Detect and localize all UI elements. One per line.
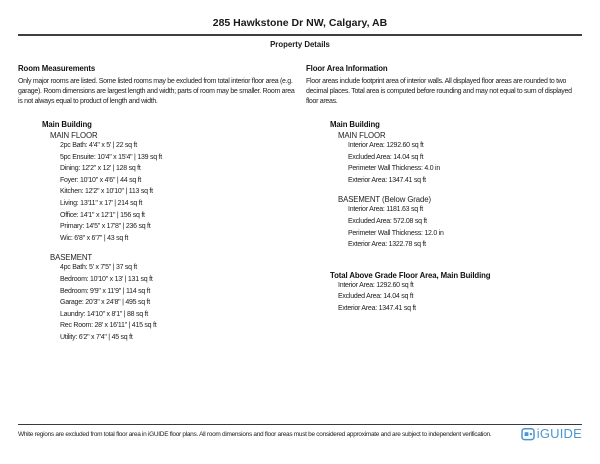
- area-stat: Exterior Area: 1322.78 sq ft: [348, 241, 426, 249]
- room-entry: Garage: 20'3" x 24'8" | 495 sq ft: [60, 299, 150, 307]
- floor-label: MAIN FLOOR: [338, 131, 386, 140]
- room-entry: Dining: 12'2" x 12' | 128 sq ft: [60, 165, 141, 173]
- room-entry: 5pc Ensuite: 10'4" x 15'4" | 139 sq ft: [60, 153, 162, 161]
- building-name: Main Building: [330, 120, 380, 129]
- page-footer: [18, 424, 582, 441]
- building-name: Main Building: [42, 120, 92, 129]
- content-columns: [0, 64, 600, 344]
- area-stat: Interior Area: 1292.60 sq ft: [348, 142, 424, 149]
- floor-area-section: [300, 64, 582, 344]
- room-entry: Wic: 6'8" x 6'7" | 43 sq ft: [60, 234, 129, 242]
- room-entry: Living: 13'11" x 17' | 214 sq ft: [60, 199, 143, 207]
- iguide-logo: [521, 427, 582, 441]
- iguide-logo-text: iGUIDE: [536, 426, 582, 441]
- area-stat: Excluded Area: 572.08 sq ft: [348, 217, 427, 225]
- floor-basement: [50, 253, 300, 343]
- room-entry: Laundry: 14'10" x 8'1" | 88 sq ft: [60, 310, 148, 318]
- floor-area-heading: Floor Area Information: [306, 64, 388, 73]
- footer-disclaimer: White regions are excluded from total floor area in iGUIDE floor plans. All room dimensions and floor areas must be considered approximate and are subject to independent verification.: [18, 431, 492, 438]
- floor-area-basement: [338, 195, 582, 250]
- total-above-grade-section: [330, 271, 582, 315]
- floor-label: BASEMENT (Below Grade): [338, 195, 431, 205]
- room-entry: Foyer: 10'10" x 4'6" | 44 sq ft: [60, 176, 142, 184]
- area-stat: Exterior Area: 1347.41 sq ft: [348, 176, 426, 184]
- floor-area-main-floor: [338, 131, 582, 186]
- area-stat: Excluded Area: 14.04 sq ft: [348, 153, 424, 161]
- room-entry: 4pc Bath: 5' x 7'5" | 37 sq ft: [60, 264, 137, 272]
- page-subtitle: Property Details: [270, 40, 330, 49]
- room-entry: Bedroom: 10'10" x 13' | 131 sq ft: [60, 275, 153, 283]
- room-entry: Kitchen: 12'2" x 10'10" | 113 sq ft: [60, 188, 153, 196]
- area-stat: Exterior Area: 1347.41 sq ft: [338, 304, 416, 312]
- page-title: 285 Hawkstone Dr NW, Calgary, AB: [212, 17, 388, 29]
- header-divider: [18, 34, 582, 36]
- room-entry: 2pc Bath: 4'4" x 5' | 22 sq ft: [60, 142, 137, 149]
- floor-label: MAIN FLOOR: [50, 131, 98, 140]
- room-measurements-heading: Room Measurements: [18, 64, 96, 73]
- room-measurements-section: [18, 64, 300, 344]
- floor-label: BASEMENT: [50, 253, 93, 263]
- area-stat: Perimeter Wall Thickness: 4.0 in: [348, 165, 440, 173]
- room-entry: Rec Room: 28' x 16'11" | 415 sq ft: [60, 322, 157, 330]
- room-measurements-description: Only major rooms are listed. Some listed rooms may be excluded from total interior floor area (e.g. garage). Room dimensions are largest length and width; parts of room may be smaller. Room area is not always equal to product of length and width.: [18, 78, 295, 105]
- room-entry: Bedroom: 9'9" x 11'9" | 114 sq ft: [60, 287, 151, 295]
- floor-main-floor: [50, 131, 300, 244]
- room-entry: Office: 14'1" x 12'1" | 156 sq ft: [60, 211, 145, 219]
- room-entry: Utility: 6'2" x 7'4" | 45 sq ft: [60, 333, 133, 341]
- floor-area-description: Floor areas include footprint area of interior walls. All displayed floor areas are rounded to two decimal places. Total area is computed before rounding and may not equal to sum of displayed floor areas.: [306, 78, 572, 105]
- area-stat: Perimeter Wall Thickness: 12.0 in: [348, 229, 444, 237]
- area-stat: Interior Area: 1292.60 sq ft: [338, 281, 414, 289]
- area-stat: Interior Area: 1181.63 sq ft: [348, 206, 423, 214]
- total-above-grade-heading: Total Above Grade Floor Area, Main Building: [330, 270, 491, 280]
- room-entry: Primary: 14'5" x 17'8" | 236 sq ft: [60, 223, 151, 231]
- iguide-logo-icon: [521, 427, 535, 441]
- area-stat: Excluded Area: 14.04 sq ft: [338, 293, 414, 301]
